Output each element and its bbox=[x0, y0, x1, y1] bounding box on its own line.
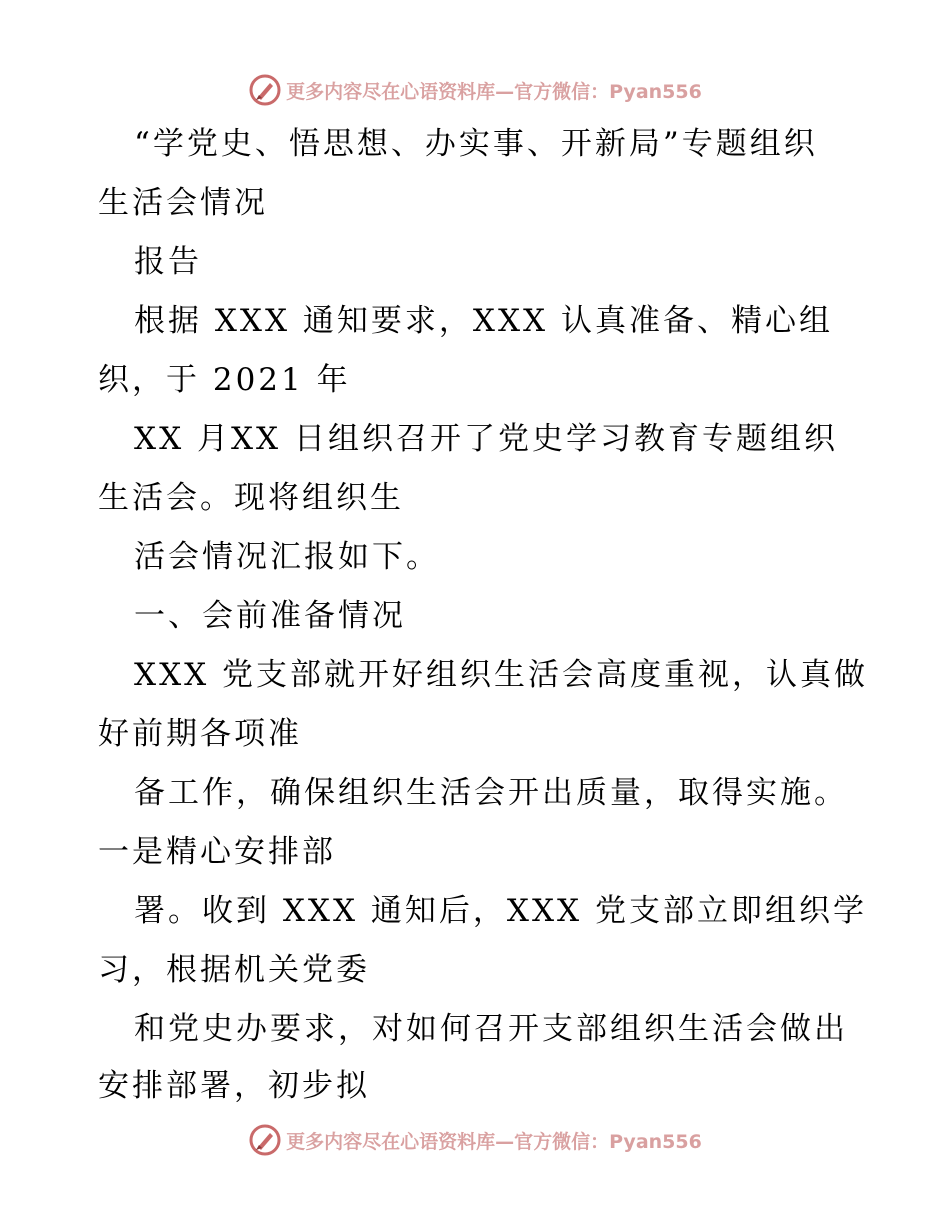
text-line: 好前期各项准 bbox=[98, 716, 302, 752]
text-line: 根据 XXX 通知要求，XXX 认真准备、精心组 bbox=[134, 303, 833, 339]
text-line: XXX 党支部就开好组织生活会高度重视，认真做 bbox=[134, 657, 869, 693]
text-line: 备工作，确保组织生活会开出质量，取得实施。 bbox=[134, 775, 848, 811]
watermark-banner-bottom bbox=[0, 1120, 950, 1160]
text-line: XX 月XX 日组织召开了党史学习教育专题组织 bbox=[134, 421, 838, 457]
watermark-text: 更多内容尽在心语资料库—官方微信：Pyan556 bbox=[286, 1130, 702, 1153]
text-line: 署。收到 XXX 通知后，XXX 党支部立即组织学 bbox=[134, 893, 867, 929]
text-line: 活会情况汇报如下。 bbox=[134, 539, 440, 575]
text-line: 安排部署，初步拟 bbox=[98, 1068, 370, 1104]
text-line: 生活会。现将组织生 bbox=[98, 480, 404, 516]
watermark-banner-top bbox=[0, 70, 950, 110]
text-line: 一是精心安排部 bbox=[98, 834, 336, 870]
text-line: 报告 bbox=[134, 244, 202, 280]
text-line: 和党史办要求，对如何召开支部组织生活会做出 bbox=[134, 1011, 848, 1047]
pen-nib-logo-icon bbox=[248, 1123, 282, 1157]
pen-nib-logo-icon bbox=[248, 73, 282, 107]
text-line: 习，根据机关党委 bbox=[98, 952, 370, 988]
section-heading: 一、会前准备情况 bbox=[134, 598, 406, 634]
text-line: “学党史、悟思想、办实事、开新局”专题组织 bbox=[134, 126, 818, 162]
watermark-text: 更多内容尽在心语资料库—官方微信：Pyan556 bbox=[286, 80, 702, 103]
text-line: 生活会情况 bbox=[98, 185, 268, 221]
text-line: 织，于 2021 年 bbox=[98, 362, 351, 398]
